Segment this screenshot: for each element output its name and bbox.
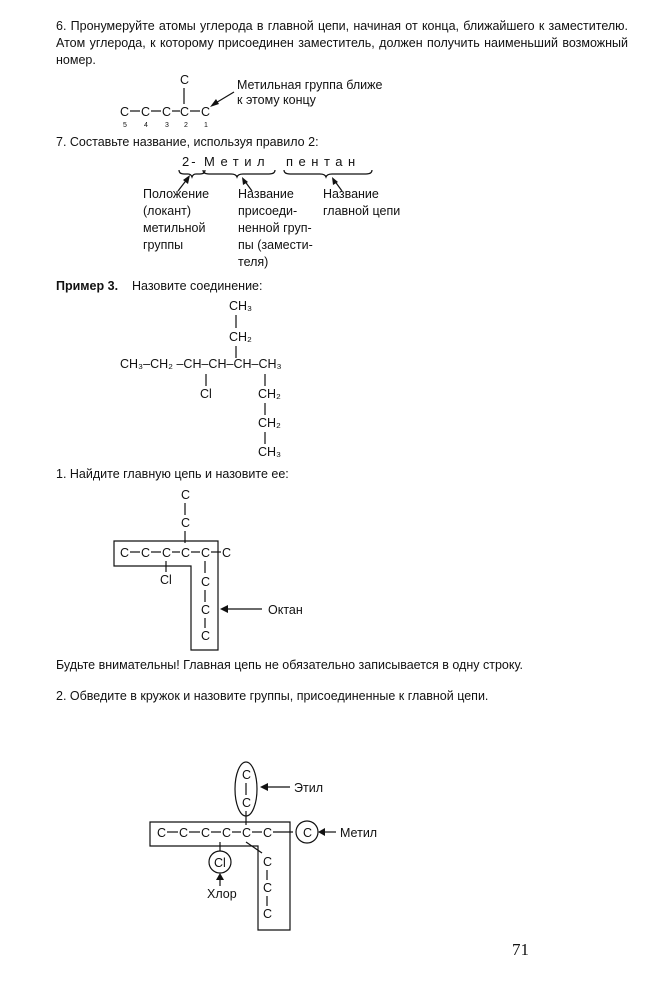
- arrow-head-icon: [260, 783, 268, 791]
- arrow-head-icon: [220, 605, 228, 613]
- locant-number: 3: [165, 122, 169, 129]
- atom-c: C: [242, 796, 252, 810]
- group-ch2: CH₂: [229, 330, 252, 344]
- atom-cl: Cl: [160, 573, 172, 587]
- step2-text: 2. Обведите в кружок и назовите группы, присоединенные к главной цепи.: [56, 689, 489, 703]
- substituent-caption: пы (замести-: [238, 238, 313, 252]
- main-chain-diagram: [114, 488, 303, 650]
- locant-number: 1: [204, 122, 208, 129]
- brace-icon: [179, 170, 205, 177]
- step1-text: 1. Найдите главную цепь и назовите ее:: [56, 467, 289, 481]
- brace-icon: [284, 170, 372, 177]
- chain-atom: C: [180, 105, 190, 119]
- methyl-note-line1: Метильная группа ближе: [237, 78, 383, 92]
- ethyl-label: Этил: [294, 781, 323, 795]
- chain-atom: C: [201, 105, 211, 119]
- arrow-head-icon: [216, 873, 224, 880]
- atom-c: C: [181, 488, 191, 502]
- atom-c: C: [263, 855, 273, 869]
- atom-c: C: [242, 768, 252, 782]
- atom-c: C: [141, 546, 151, 560]
- chain-atom: C: [141, 105, 151, 119]
- substituent-caption: ненной груп-: [238, 221, 312, 235]
- locant-number: 4: [144, 122, 148, 129]
- group-ch3: CH₃: [229, 299, 253, 313]
- substituent-part: Метил: [204, 154, 271, 169]
- group-cl: Cl: [200, 387, 212, 401]
- atom-cl: Cl: [214, 856, 226, 870]
- atom-c: C: [263, 907, 273, 921]
- example-text: Назовите соединение:: [132, 279, 263, 293]
- atom-c: C: [201, 603, 211, 617]
- chain-atom: C: [120, 105, 130, 119]
- numbered-chain-diagram: [120, 73, 383, 129]
- atom-c: C: [179, 826, 189, 840]
- atom-c: C: [181, 516, 191, 530]
- locant-caption: метильной: [143, 221, 206, 235]
- substituent-caption: присоеди-: [238, 204, 298, 218]
- example-structure: [120, 299, 282, 459]
- warning-text: Будьте внимательны! Главная цепь не обязательно записывается в одну строку.: [56, 658, 523, 672]
- atom-c: C: [222, 546, 232, 560]
- atom-c: C: [157, 826, 167, 840]
- methyl-label: Метил: [340, 826, 378, 840]
- atom-c: C: [201, 575, 211, 589]
- atom-c: C: [201, 826, 211, 840]
- example-label: Пример 3.: [56, 279, 119, 293]
- parent-part: пентан: [286, 154, 361, 169]
- chloro-label: Хлор: [207, 887, 237, 901]
- page-number: 71: [512, 940, 529, 959]
- atom-c: C: [303, 826, 313, 840]
- locant-part: 2-: [182, 154, 198, 169]
- methyl-note-line2: к этому концу: [237, 93, 316, 107]
- atom-c: C: [120, 546, 130, 560]
- atom-c: C: [162, 546, 172, 560]
- locant-number: 5: [123, 122, 127, 129]
- parent-caption: главной цепи: [323, 204, 401, 218]
- octane-label: Октан: [268, 603, 303, 617]
- atom-c: C: [201, 629, 211, 643]
- locant-caption: Положение: [143, 187, 210, 201]
- arrow-head-icon: [210, 99, 219, 107]
- substituent-diagram: [150, 762, 377, 930]
- locant-number: 2: [184, 122, 188, 129]
- branch-atom: C: [180, 73, 190, 87]
- arrow-head-icon: [318, 828, 325, 836]
- atom-c: C: [263, 826, 273, 840]
- atom-c: C: [181, 546, 191, 560]
- locant-caption: (локант): [143, 204, 192, 218]
- step6-text: 6. Пронумеруйте атомы углерода в главной цепи, начиная от конца, ближайшего к заместителю. Атом углерода, к которому присоединен заместитель, должен получить наименьший возможный номер.: [56, 19, 628, 67]
- group-ch2: CH₂: [258, 387, 281, 401]
- group-ch2: CH₂: [258, 416, 281, 430]
- step7-text: 7. Составьте название, используя правило 2:: [56, 135, 319, 149]
- atom-c: C: [242, 826, 252, 840]
- locant-caption: группы: [143, 238, 184, 252]
- atom-c: C: [222, 826, 232, 840]
- name-breakdown: [143, 154, 400, 269]
- chain-atom: C: [162, 105, 172, 119]
- main-chain: CH₃–CH₂ –CH–CH–CH–CH₃: [120, 357, 282, 371]
- substituent-caption: теля): [238, 255, 269, 269]
- brace-icon: [203, 170, 275, 177]
- substituent-caption: Название: [238, 187, 294, 201]
- group-ch3: CH₃: [258, 445, 282, 459]
- atom-c: C: [201, 546, 211, 560]
- atom-c: C: [263, 881, 273, 895]
- parent-caption: Название: [323, 187, 379, 201]
